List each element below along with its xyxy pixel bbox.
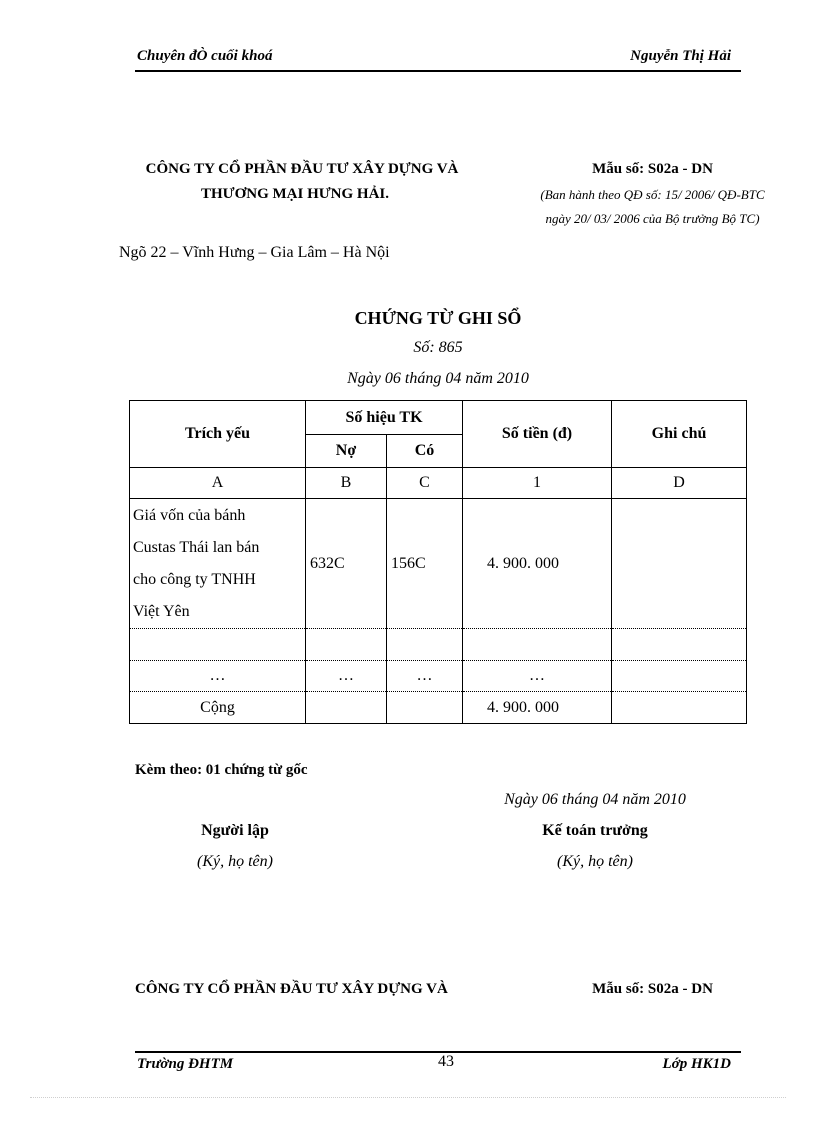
attached-documents: Kèm theo: 01 chứng từ gốc xyxy=(135,762,308,778)
preparer-title: Người lập xyxy=(201,822,269,839)
row-description-line: cho công ty TNHH xyxy=(133,570,256,588)
running-header-right: Nguyễn Thị Hải xyxy=(630,48,731,64)
code-c: C xyxy=(387,468,463,499)
page-bottom-divider xyxy=(30,1097,786,1098)
table-row-ellipsis xyxy=(130,661,747,692)
preparer-note: (Ký, họ tên) xyxy=(197,853,273,870)
next-company-name: CÔNG TY CỔ PHẦN ĐẦU TƯ XÂY DỰNG VÀ xyxy=(135,981,448,997)
voucher-table xyxy=(129,400,747,724)
row-amount: 4. 900. 000 xyxy=(463,499,612,629)
document-date: Ngày 06 tháng 04 năm 2010 xyxy=(347,370,529,387)
row-description-line: Việt Yên xyxy=(133,602,190,620)
header-amount: Số tiền (đ) xyxy=(463,401,612,468)
page-number: 43 xyxy=(438,1053,454,1070)
header-debit: Nợ xyxy=(306,435,387,468)
header-note: Ghi chú xyxy=(612,401,747,468)
ellipsis-cell: … xyxy=(130,661,306,692)
footer-right: Lớp HK1D xyxy=(662,1056,731,1072)
table-row-empty xyxy=(130,629,747,661)
company-name-line2: THƯƠNG MẠI HƯNG HẢI. xyxy=(200,186,390,202)
company-address: Ngõ 22 – Vĩnh Hưng – Gia Lâm – Hà Nội xyxy=(119,244,390,261)
row-debit: 632C xyxy=(306,499,387,629)
code-b: B xyxy=(306,468,387,499)
row-description-line: Giá vốn của bánh xyxy=(133,506,246,524)
accountant-note: (Ký, họ tên) xyxy=(557,853,633,870)
ellipsis-cell: … xyxy=(387,661,463,692)
accountant-title: Kế toán trưởng xyxy=(542,822,648,839)
footer-left: Trường ĐHTM xyxy=(137,1056,234,1072)
row-credit: 156C xyxy=(387,499,463,629)
header-rule xyxy=(135,70,741,72)
ellipsis-cell: … xyxy=(463,661,612,692)
form-issued-line1: (Ban hành theo QĐ số: 15/ 2006/ QĐ-BTC xyxy=(540,187,765,202)
table-row xyxy=(130,499,747,629)
document-title: CHỨNG TỪ GHI SỔ xyxy=(354,308,522,328)
ellipsis-cell: … xyxy=(306,661,387,692)
code-d: D xyxy=(612,468,747,499)
document-number: Số: 865 xyxy=(413,339,463,356)
header-credit: Có xyxy=(387,435,463,468)
form-code: Mẫu số: S02a - DN xyxy=(592,161,713,177)
code-1: 1 xyxy=(463,468,612,499)
form-issued-line2: ngày 20/ 03/ 2006 của Bộ trưởng Bộ TC) xyxy=(545,211,760,226)
running-header-left: Chuyên đÒ cuối khoá xyxy=(137,48,273,64)
row-description-line: Custas Thái lan bán xyxy=(133,538,260,556)
next-form-code: Mẫu số: S02a - DN xyxy=(592,981,713,997)
row-note xyxy=(612,499,747,629)
header-account: Số hiệu TK xyxy=(306,401,463,435)
total-label: Cộng xyxy=(130,692,306,724)
company-name-line1: CÔNG TY CỔ PHẦN ĐẦU TƯ XÂY DỰNG VÀ xyxy=(145,161,459,177)
header-description: Trích yếu xyxy=(130,401,306,468)
row-description xyxy=(130,499,306,629)
table-total-row xyxy=(130,692,747,724)
signature-date: Ngày 06 tháng 04 năm 2010 xyxy=(504,791,686,808)
column-codes-row xyxy=(130,468,747,499)
total-amount: 4. 900. 000 xyxy=(463,692,612,724)
code-a: A xyxy=(130,468,306,499)
